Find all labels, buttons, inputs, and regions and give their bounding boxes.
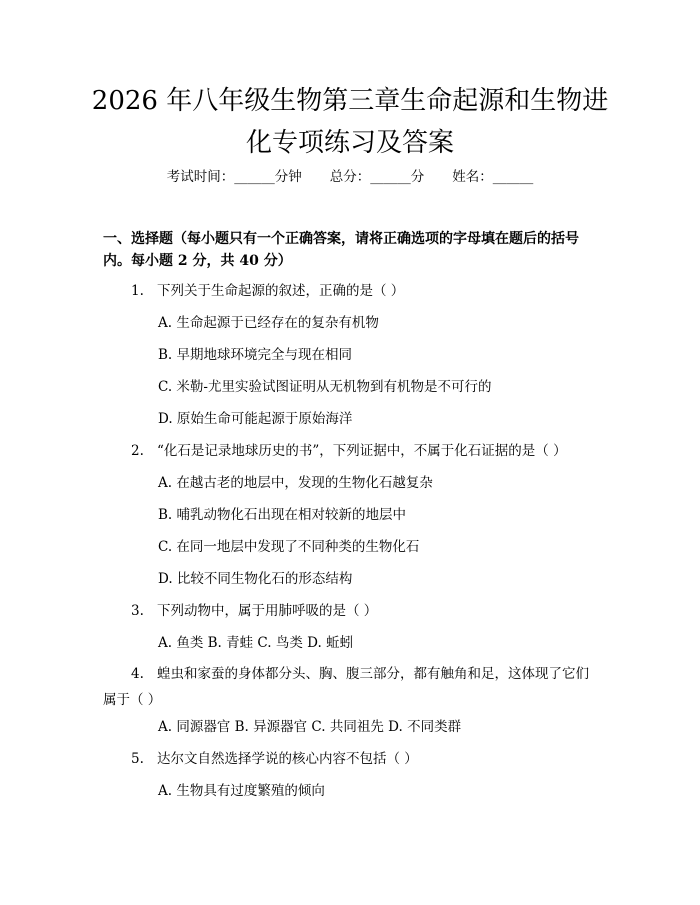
question-1	[131, 282, 404, 300]
question-5	[131, 750, 418, 768]
option-1b: B. 早期地球环境完全与现在相同	[158, 347, 353, 363]
document-title	[60, 80, 640, 164]
option-1a: A. 生命起源于已经存在的复杂有机物	[158, 315, 379, 331]
question-number: 1.	[131, 283, 144, 299]
section-heading	[103, 228, 593, 272]
question-text: 下列动物中，属于用肺呼吸的是（ ）	[157, 603, 378, 619]
option-1c: C. 米勒-尤里实验试图证明从无机物到有机物是不可行的	[158, 379, 492, 395]
question-number: 4.	[131, 666, 144, 682]
option-1d: D. 原始生命可能起源于原始海洋	[158, 411, 353, 427]
student-name-label: 姓名：______	[452, 169, 534, 185]
question-number: 3.	[131, 603, 144, 619]
question-text: 达尔文自然选择学说的核心内容不包括（ ）	[157, 751, 418, 767]
option-2a: A. 在越古老的地层中，发现的生物化石越复杂	[158, 475, 433, 491]
total-score-label: 总分：______分	[329, 169, 425, 185]
option-2d: D. 比较不同生物化石的形态结构	[158, 571, 353, 587]
question-3	[131, 602, 377, 620]
section-heading-line-2: 内。每小题 2 分，共 40 分）	[103, 253, 292, 269]
exam-time-label: 考试时间：______分钟	[166, 169, 302, 185]
option-2c: C. 在同一地层中发现了不同种类的生物化石	[158, 539, 420, 555]
question-text-line-2: 属于（ ）	[103, 692, 162, 708]
option-5a: A. 生物具有过度繁殖的倾向	[158, 783, 325, 799]
question-number: 2.	[131, 443, 144, 459]
title-line-2: 化专项练习及答案	[245, 128, 454, 158]
question-text: 下列关于生命起源的叙述，正确的是（ ）	[157, 283, 405, 299]
question-text: “化石是记录地球历史的书”，下列证据中，不属于化石证据的是（ ）	[157, 443, 567, 459]
question-text-line-1: 蝗虫和家蚕的身体都分头、胸、腹三部分，都有触角和足，这体现了它们	[157, 666, 589, 682]
section-heading-line-1: 一、选择题（每小题只有一个正确答案，请将正确选项的字母填在题后的括号	[103, 231, 579, 247]
question-4	[103, 661, 603, 713]
exam-meta	[0, 168, 700, 186]
option-2b: B. 哺乳动物化石出现在相对较新的地层中	[158, 507, 407, 523]
option-3: A. 鱼类 B. 青蛙 C. 鸟类 D. 蚯蚓	[158, 635, 354, 651]
question-number: 5.	[131, 751, 144, 767]
option-4: A. 同源器官 B. 异源器官 C. 共同祖先 D. 不同类群	[158, 719, 462, 735]
title-line-1: 2026 年八年级生物第三章生命起源和生物进	[91, 86, 609, 116]
question-2	[131, 442, 567, 460]
